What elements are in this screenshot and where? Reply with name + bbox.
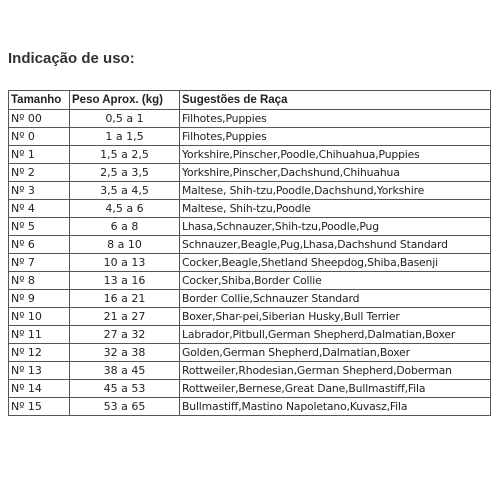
breeds-cell: Filhotes,Puppies	[180, 128, 491, 146]
weight-cell: 27 a 32	[70, 326, 180, 344]
table-row	[9, 272, 491, 290]
size-cell: Nº 4	[9, 200, 70, 218]
size-cell: Nº 3	[9, 182, 70, 200]
weight-cell: 21 a 27	[70, 308, 180, 326]
breeds-cell: Maltese, Shih-tzu,Poodle,Dachshund,Yorkshire	[180, 182, 491, 200]
size-cell: Nº 1	[9, 146, 70, 164]
table-row	[9, 146, 491, 164]
size-table	[8, 90, 491, 416]
table-row	[9, 128, 491, 146]
table-row	[9, 326, 491, 344]
size-cell: Nº 9	[9, 290, 70, 308]
weight-cell: 53 a 65	[70, 398, 180, 416]
table-row	[9, 182, 491, 200]
breeds-cell: Schnauzer,Beagle,Pug,Lhasa,Dachshund Standard	[180, 236, 491, 254]
table-row	[9, 362, 491, 380]
size-cell: Nº 15	[9, 398, 70, 416]
table-row	[9, 236, 491, 254]
breeds-cell: Lhasa,Schnauzer,Shih-tzu,Poodle,Pug	[180, 218, 491, 236]
weight-cell: 1 a 1,5	[70, 128, 180, 146]
weight-cell: 4,5 a 6	[70, 200, 180, 218]
weight-cell: 0,5 a 1	[70, 110, 180, 128]
table-row	[9, 200, 491, 218]
table-row	[9, 398, 491, 416]
breeds-cell: Rottweiler,Rhodesian,German Shepherd,Doberman	[180, 362, 491, 380]
table-header-row	[9, 91, 491, 110]
breeds-cell: Maltese, Shih-tzu,Poodle	[180, 200, 491, 218]
table-row	[9, 164, 491, 182]
size-cell: Nº 2	[9, 164, 70, 182]
weight-cell: 8 a 10	[70, 236, 180, 254]
size-cell: Nº 11	[9, 326, 70, 344]
header-weight: Peso Aprox. (kg)	[70, 91, 180, 110]
size-cell: Nº 0	[9, 128, 70, 146]
table-row	[9, 290, 491, 308]
weight-cell: 32 a 38	[70, 344, 180, 362]
weight-cell: 3,5 a 4,5	[70, 182, 180, 200]
breeds-cell: Border Collie,Schnauzer Standard	[180, 290, 491, 308]
weight-cell: 45 a 53	[70, 380, 180, 398]
table-row	[9, 344, 491, 362]
header-breeds: Sugestões de Raça	[180, 91, 491, 110]
size-cell: Nº 5	[9, 218, 70, 236]
breeds-cell: Yorkshire,Pinscher,Poodle,Chihuahua,Puppies	[180, 146, 491, 164]
table-row	[9, 380, 491, 398]
breeds-cell: Golden,German Shepherd,Dalmatian,Boxer	[180, 344, 491, 362]
size-cell: Nº 12	[9, 344, 70, 362]
breeds-cell: Yorkshire,Pinscher,Dachshund,Chihuahua	[180, 164, 491, 182]
breeds-cell: Labrador,Pitbull,German Shepherd,Dalmatian,Boxer	[180, 326, 491, 344]
weight-cell: 13 a 16	[70, 272, 180, 290]
table-row	[9, 110, 491, 128]
breeds-cell: Cocker,Shiba,Border Collie	[180, 272, 491, 290]
breeds-cell: Filhotes,Puppies	[180, 110, 491, 128]
table-row	[9, 254, 491, 272]
table-row	[9, 308, 491, 326]
size-cell: Nº 7	[9, 254, 70, 272]
table-row	[9, 218, 491, 236]
size-cell: Nº 14	[9, 380, 70, 398]
weight-cell: 38 a 45	[70, 362, 180, 380]
size-cell: Nº 00	[9, 110, 70, 128]
breeds-cell: Boxer,Shar-pei,Siberian Husky,Bull Terrier	[180, 308, 491, 326]
breeds-cell: Bullmastiff,Mastino Napoletano,Kuvasz,Fila	[180, 398, 491, 416]
size-cell: Nº 10	[9, 308, 70, 326]
weight-cell: 6 a 8	[70, 218, 180, 236]
weight-cell: 16 a 21	[70, 290, 180, 308]
size-cell: Nº 8	[9, 272, 70, 290]
header-size: Tamanho	[9, 91, 70, 110]
weight-cell: 10 a 13	[70, 254, 180, 272]
weight-cell: 1,5 a 2,5	[70, 146, 180, 164]
weight-cell: 2,5 a 3,5	[70, 164, 180, 182]
size-cell: Nº 13	[9, 362, 70, 380]
breeds-cell: Cocker,Beagle,Shetland Sheepdog,Shiba,Basenji	[180, 254, 491, 272]
section-heading: Indicação de uso:	[8, 50, 135, 67]
breeds-cell: Rottweiler,Bernese,Great Dane,Bullmastiff,Fila	[180, 380, 491, 398]
size-cell: Nº 6	[9, 236, 70, 254]
